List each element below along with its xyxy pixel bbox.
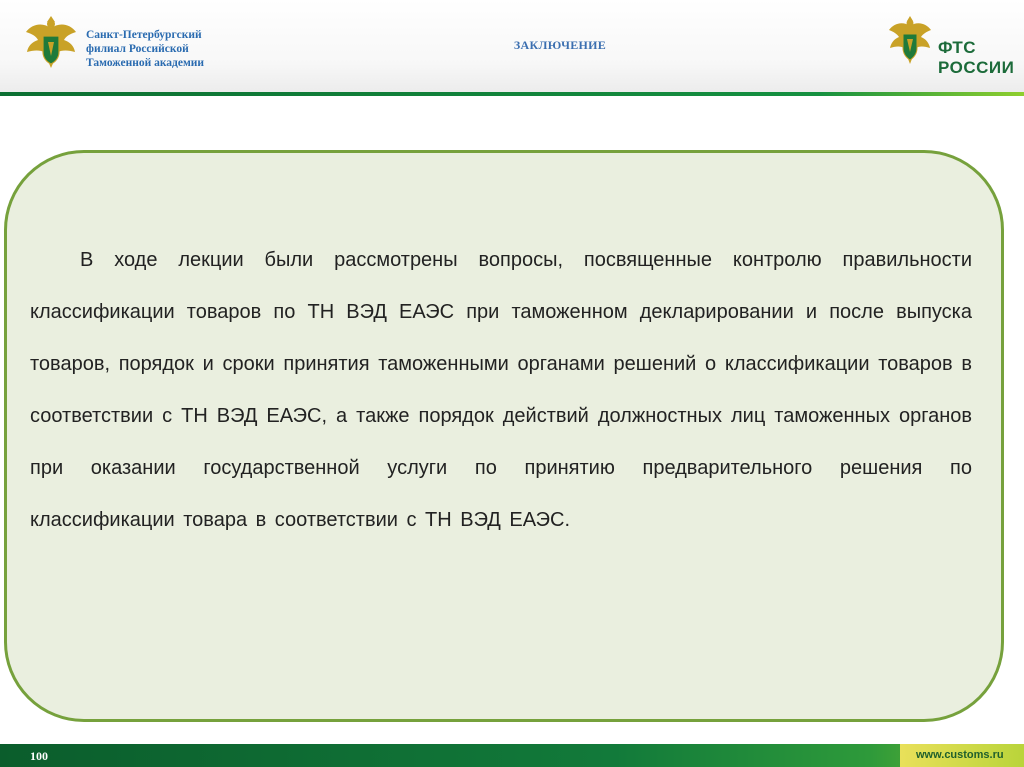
eagle-emblem-icon <box>24 12 78 74</box>
website-link[interactable]: www.customs.ru <box>916 749 1004 761</box>
conclusion-paragraph: В ходе лекции были рассмотрены вопросы, посвященные контролю правильности классификации товаров по ТН ВЭД ЕАЭС при таможенном декларировании и после выпуска товаров, порядок и сроки принятия таможенными органами решений о классификации товаров в соответствии с ТН ВЭД ЕАЭС, а также порядок действий должностных лиц таможенных органов при оказании государственной услуги по принятию предварительного решения по классификации товара в соответствии с ТН ВЭД ЕАЭС. <box>30 249 972 531</box>
fts-logo-line: ФТС <box>938 38 977 57</box>
header-divider <box>0 92 1024 96</box>
slide-title: ЗАКЛЮЧЕНИЕ <box>513 38 607 52</box>
organization-name-line: Таможенной академии <box>86 57 205 69</box>
fts-logo-line: РОССИИ <box>938 58 1015 77</box>
fts-eagle-emblem-icon <box>888 14 932 72</box>
fts-logo-text <box>938 38 1014 78</box>
organization-name-line: филиал Российской <box>86 43 189 55</box>
slide-header <box>0 0 1024 92</box>
slide-footer <box>0 744 1024 767</box>
organization-name-line: Санкт-Петербургский <box>86 29 202 41</box>
organization-name <box>86 28 256 70</box>
slide-number: 100 <box>30 749 48 763</box>
